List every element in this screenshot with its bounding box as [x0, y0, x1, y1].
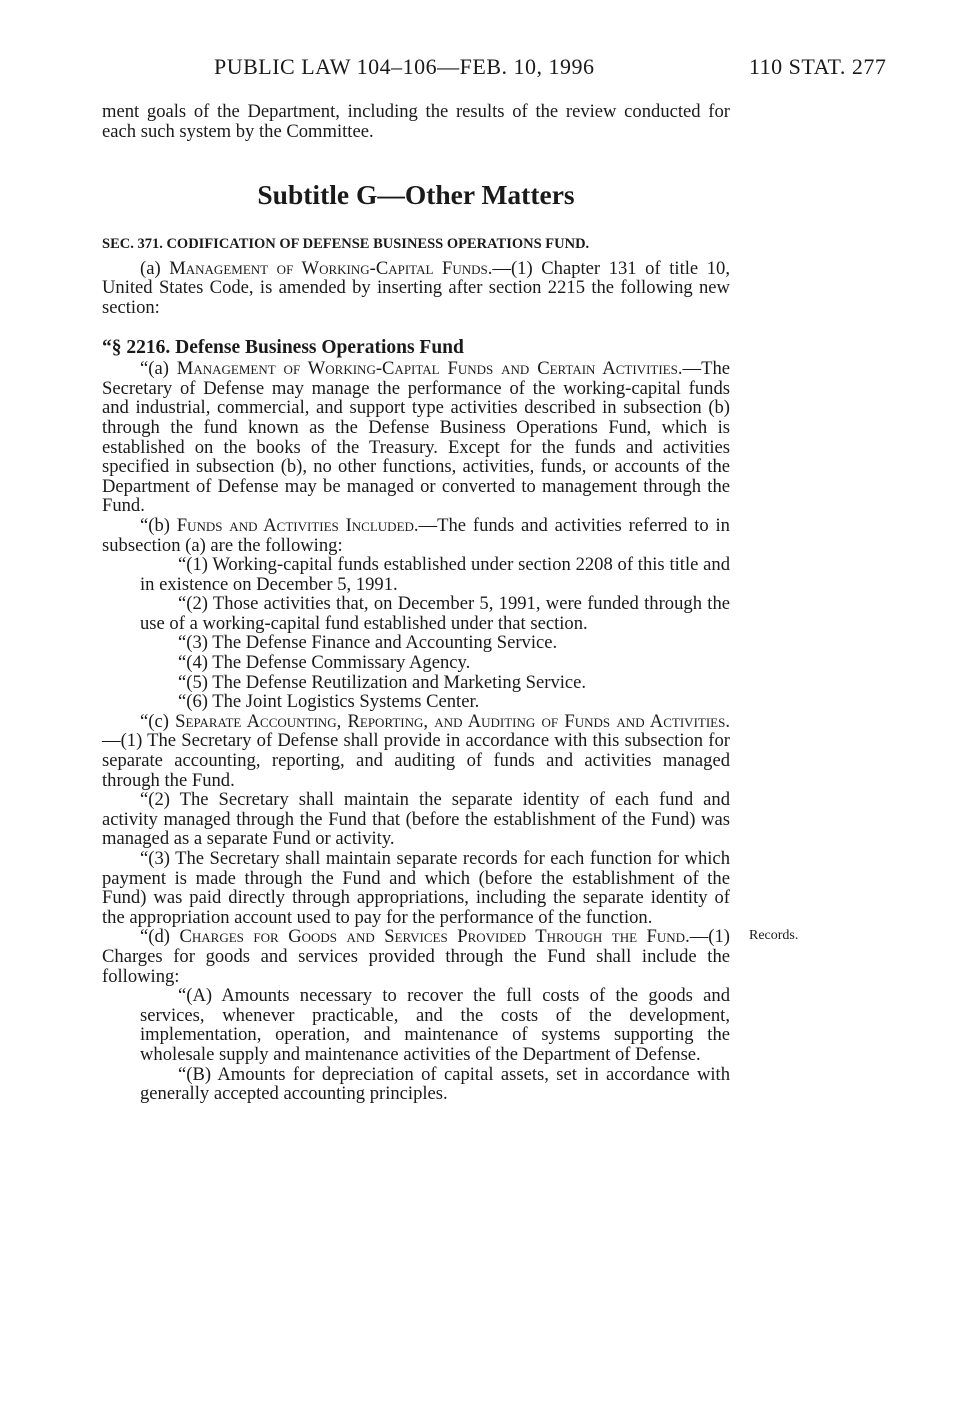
subsection-c [102, 712, 730, 790]
sub-d-prefix: “(d) [140, 926, 180, 948]
sub-d-caption: Charges for Goods and Services Provided Through the Fund [179, 926, 686, 948]
section-heading: SEC. 371. CODIFICATION OF DEFENSE BUSINESS OPERATIONS FUND. [102, 236, 590, 253]
sub-d-text: .—(1) Charges for goods and services provided through the Fund shall include the following: [102, 926, 730, 987]
paragraph-dA: “(A) Amounts necessary to recover the full costs of the goods and services, whenever practicable, and the costs of the development, implementation, operation, and maintenance of systems supporting the wholesale supply and maintenance activities of the Department of Defense. [140, 985, 730, 1065]
sub-c-prefix: “(c) [140, 710, 176, 732]
paragraph-b1: “(1) Working-capital funds established under section 2208 of this title and in existence on December 5, 1991. [140, 554, 730, 595]
paragraph-c2: “(2) The Secretary shall maintain the separate identity of each fund and activity managed through the Fund that (before the establishment of the Fund) was managed as a separate Fund or activity. [102, 789, 730, 850]
document-body [102, 102, 730, 1104]
paragraph-b4: “(4) The Defense Commissary Agency. [178, 652, 471, 674]
sub-c-text: .—(1) The Secretary of Defense shall provide in accordance with this subsection for separate accounting, reporting, and auditing of funds and activities managed through the Fund. [102, 710, 730, 791]
paragraph-b6: “(6) The Joint Logistics Systems Center. [178, 691, 480, 713]
sub-b-text: .—The funds and activities referred to in subsection (a) are the following: [102, 514, 730, 556]
paragraph-dB: “(B) Amounts for depreciation of capital assets, set in accordance with generally accepted accounting principles. [140, 1063, 730, 1105]
sub-b-caption: Funds and Activities Included [176, 514, 414, 536]
sub-c-caption: Separate Accounting, Reporting, and Auditing of Funds and Activities [175, 710, 726, 732]
margin-note-records: Records. [749, 928, 799, 943]
subsection-d [102, 927, 730, 986]
section-2216-title: “§ 2216. Defense Business Operations Fund [102, 336, 464, 358]
paragraph-b3: “(3) The Defense Finance and Accounting Service. [178, 632, 558, 654]
subsection-b [102, 516, 730, 555]
para-a-prefix: (a) [140, 257, 170, 279]
page-header [0, 54, 957, 84]
paragraph-b5: “(5) The Defense Reutilization and Marketing Service. [178, 671, 587, 693]
para-a-text: .—(1) Chapter 131 of title 10, United States Code, is amended by inserting after section 2215 the following new section: [102, 257, 730, 318]
para-a-caption: Management of Working-Capital Funds [169, 257, 488, 279]
paragraph-c3: “(3) The Secretary shall maintain separate records for each function for which payment is made through the Fund and which (before the establishment of the Fund) was paid directly through appropriations, including the separate identity of the appropriation account used to pay for the performance of the function. [102, 848, 730, 928]
subtitle-heading: Subtitle G—Other Matters [257, 179, 575, 211]
paragraph-b2: “(2) Those activities that, on December 5, 1991, were funded through the use of a working-capital fund established under that section. [140, 593, 730, 634]
sub-b-prefix: “(b) [140, 514, 177, 536]
carryover-paragraph: ment goals of the Department, including the results of the review conducted for each such system by the Committee. [102, 101, 730, 142]
statute-page-number: 110 STAT. 277 [749, 54, 887, 79]
subsection-a [102, 359, 730, 516]
sub-a-caption: Management of Working-Capital Funds and Certain Activities [176, 358, 678, 380]
running-head: PUBLIC LAW 104–106—FEB. 10, 1996 [214, 54, 595, 79]
sub-a-text: .—The Secretary of Defense may manage the performance of the working-capital funds and industrial, commercial, and support type activities described in subsection (b) through the fund known as the Defense Business Operations Fund, which is established on the books of the Treasury. Except for the funds and activities specified in subsection (b), no other functions, activities, funds, or accounts of the Department of Defense may be managed or converted to management through the Fund. [102, 358, 730, 517]
paragraph-a [102, 259, 730, 318]
sub-a-prefix: “(a) [140, 358, 177, 380]
